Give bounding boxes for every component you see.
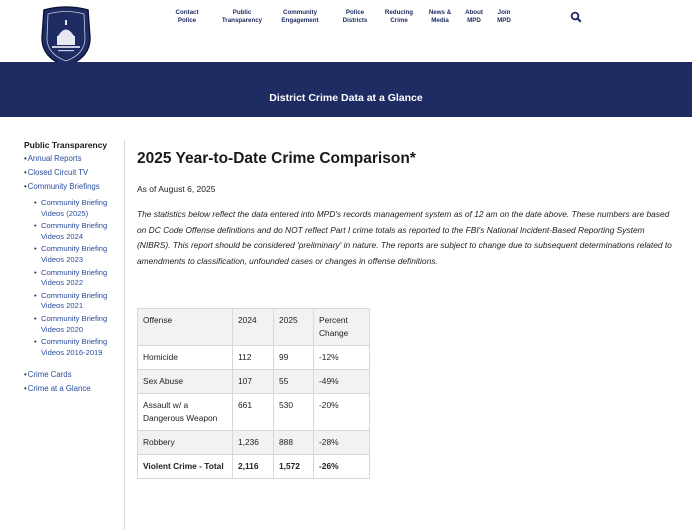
sidebar-subitem-label: Community Briefing Videos 2021 — [41, 290, 108, 311]
nav-reducing-crime[interactable]: Reducing Crime — [384, 9, 414, 24]
cell-2024: 661 — [233, 394, 274, 431]
header-percent-change: Percent Change — [314, 309, 370, 346]
cell-percent-change: -12% — [314, 346, 370, 370]
cell-percent-change: -49% — [314, 370, 370, 394]
sidebar-subitem-label: Community Briefing Videos 2024 — [41, 221, 108, 241]
bullet-icon: • — [24, 384, 27, 394]
main-content — [137, 150, 682, 269]
sidebar-subitem-2022[interactable] — [34, 268, 124, 289]
page-title: 2025 Year-to-Date Crime Comparison* — [137, 150, 416, 167]
nav-public-transparency[interactable]: Public Transparency — [221, 9, 263, 24]
cell-offense: Sex Abuse — [138, 370, 233, 394]
banner-title: District Crime Data at a Glance — [269, 92, 423, 104]
bullet-icon: • — [34, 267, 37, 277]
nav-news-media[interactable]: News & Media — [428, 9, 452, 24]
page-banner — [0, 62, 692, 117]
bullet-icon: • — [24, 154, 27, 163]
cell-offense: Robbery — [138, 431, 233, 455]
cell-2025: 99 — [274, 346, 314, 370]
sidebar-subitem-2024[interactable] — [34, 221, 124, 242]
sidebar-subitem-2020[interactable] — [34, 314, 124, 335]
cell-2024: 2,116 — [233, 455, 274, 479]
nav-about-mpd[interactable]: About MPD — [465, 9, 483, 24]
main-nav — [168, 9, 516, 25]
crime-comparison-table — [137, 308, 370, 479]
sidebar-sublist — [34, 198, 124, 358]
nav-contact-police[interactable]: Contact Police — [175, 9, 199, 24]
sidebar-subitem-label: Community Briefing Videos (2025) — [41, 198, 108, 218]
bullet-icon: • — [34, 244, 37, 254]
sidebar-subitem-2025[interactable] — [34, 198, 124, 219]
site-header — [0, 0, 692, 62]
header-offense: Offense — [138, 309, 233, 346]
table-header-row — [138, 309, 370, 346]
mpd-badge-logo[interactable] — [38, 6, 94, 68]
table-row — [138, 346, 370, 370]
sidebar-subitem-2021[interactable] — [34, 291, 124, 312]
sidebar-item-annual-reports[interactable] — [24, 154, 124, 164]
header-2024: 2024 — [233, 309, 274, 346]
sidebar-item-crime-cards[interactable] — [24, 370, 124, 380]
cell-2024: 112 — [233, 346, 274, 370]
cell-2024: 1,236 — [233, 431, 274, 455]
sidebar-item-label: Community Briefings — [27, 182, 100, 191]
bullet-icon: • — [24, 168, 27, 177]
sidebar-heading: Public Transparency — [24, 140, 108, 150]
nav-police-districts[interactable]: Police Districts — [342, 9, 368, 24]
sidebar-item-label: Crime Cards — [27, 370, 72, 380]
cell-percent-change: -28% — [314, 431, 370, 455]
sidebar-item-label: Closed Circuit TV — [27, 168, 89, 177]
bullet-icon: • — [34, 221, 37, 231]
cell-2025: 55 — [274, 370, 314, 394]
sidebar-subitem-2016-2019[interactable] — [34, 337, 124, 358]
table-row — [138, 431, 370, 455]
sidebar-subitem-2023[interactable] — [34, 244, 124, 265]
bullet-icon: • — [24, 370, 27, 380]
disclaimer-text: The statistics below reflect the data entered into MPD's records management system as of 12 am on the date above. These numbers are based on DC Code Offense definitions and do NOT reflect Part I crime totals as reported to the FBI's National Incident-Based Reporting System (NIBRS). This report should be considered 'preliminary' in nature. The reports are subject to change due to subsequent determinations related to amendments to classification, unfounded cases or changes in offense definitions. — [137, 209, 672, 266]
sidebar-subitem-label: Community Briefing Videos 2022 — [41, 267, 108, 288]
sidebar-item-community-briefings[interactable] — [24, 182, 124, 358]
table-row — [138, 370, 370, 394]
cell-offense: Assault w/ a Dangerous Weapon — [138, 394, 233, 431]
sidebar — [24, 140, 124, 398]
nav-join-mpd[interactable]: Join MPD — [497, 9, 511, 24]
bullet-icon: • — [24, 182, 27, 191]
sidebar-item-closed-circuit-tv[interactable] — [24, 168, 124, 178]
bullet-icon: • — [34, 337, 37, 347]
sidebar-item-label: Crime at a Glance — [27, 384, 91, 394]
sidebar-subitem-label: Community Briefing Videos 2016-2019 — [41, 337, 108, 357]
sidebar-subitem-label: Community Briefing Videos 2023 — [41, 244, 108, 264]
bullet-icon: • — [34, 290, 37, 300]
sidebar-item-crime-at-a-glance[interactable] — [24, 384, 124, 394]
sidebar-list — [24, 154, 124, 394]
cell-offense: Violent Crime - Total — [138, 455, 233, 479]
sidebar-divider — [124, 140, 125, 530]
table-row-total — [138, 455, 370, 479]
as-of-date: As of August 6, 2025 — [137, 184, 216, 194]
bullet-icon: • — [34, 313, 37, 323]
sidebar-subitem-label: Community Briefing Videos 2020 — [41, 313, 108, 334]
cell-2024: 107 — [233, 370, 274, 394]
cell-percent-change: -20% — [314, 394, 370, 431]
cell-2025: 1,572 — [274, 455, 314, 479]
table-row — [138, 394, 370, 431]
cell-offense: Homicide — [138, 346, 233, 370]
header-2025: 2025 — [274, 309, 314, 346]
cell-percent-change: -26% — [314, 455, 370, 479]
search-icon[interactable] — [570, 11, 582, 23]
cell-2025: 530 — [274, 394, 314, 431]
bullet-icon: • — [34, 198, 37, 207]
sidebar-item-label: Annual Reports — [27, 154, 82, 163]
nav-community-engagement[interactable]: Community Engagement — [281, 9, 319, 24]
cell-2025: 888 — [274, 431, 314, 455]
